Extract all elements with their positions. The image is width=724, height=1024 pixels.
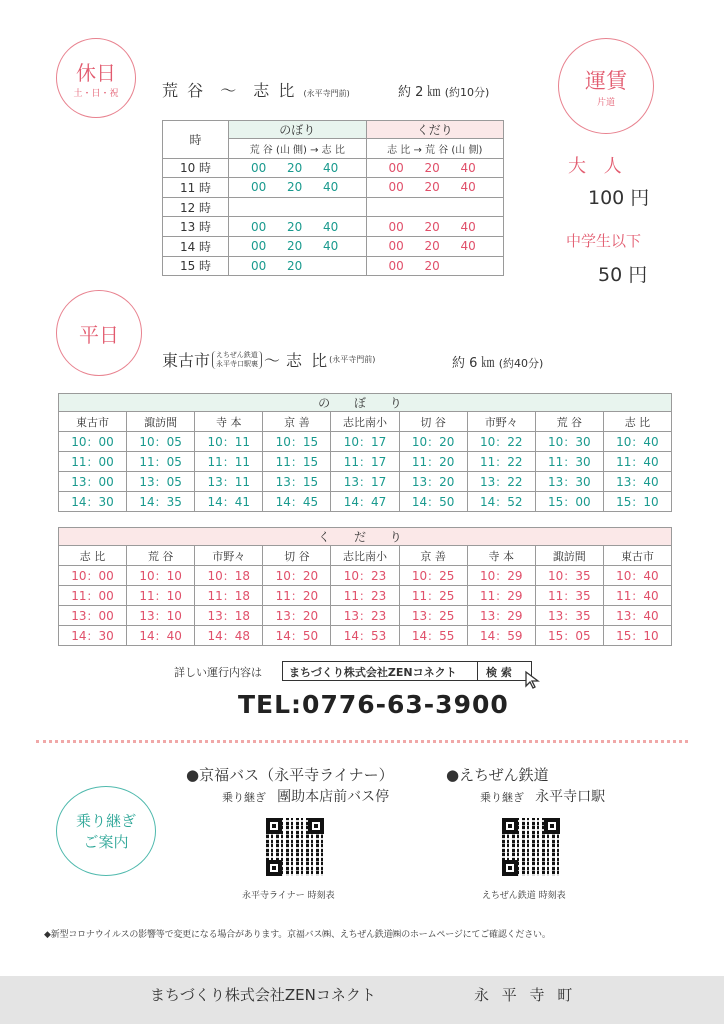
time-cell: 13：10 xyxy=(127,606,195,626)
time-row xyxy=(59,492,672,512)
route-note2: 永平寺口駅裏 xyxy=(216,359,259,368)
time-cell: 13：11 xyxy=(195,472,263,492)
bus-title: ●京福バス（永平寺ライナー） xyxy=(186,766,394,784)
up-minute: 20 xyxy=(287,219,303,234)
search-box[interactable] xyxy=(282,661,532,681)
time-cell: 15：10 xyxy=(603,492,671,512)
time-cell: 14：41 xyxy=(195,492,263,512)
time-value: (約10分) xyxy=(444,86,490,99)
up-minute: 20 xyxy=(287,258,303,273)
down-table-title: く だ り xyxy=(59,528,672,546)
rail-transfer xyxy=(480,786,605,806)
time-cell: 15：05 xyxy=(535,626,603,646)
time-cell: 11：15 xyxy=(263,452,331,472)
time-cell: 10：00 xyxy=(59,432,127,452)
time-cell: 10：20 xyxy=(399,432,467,452)
time-cell: 11：18 xyxy=(195,586,263,606)
weekday-title: 平日 xyxy=(79,322,119,347)
up-times xyxy=(229,256,367,276)
hour-cell: 12 時 xyxy=(163,197,229,217)
time-cell: 14：59 xyxy=(467,626,535,646)
time-row xyxy=(59,472,672,492)
down-minute: 00 xyxy=(388,180,404,195)
stop-header: 荒 谷 xyxy=(535,412,603,432)
bus-label: 乗り継ぎ xyxy=(222,791,266,804)
time-cell: 10：40 xyxy=(603,566,671,586)
time-cell: 14：30 xyxy=(59,626,127,646)
stop-header: 荒 谷 xyxy=(127,546,195,566)
stop-header: 諏訪間 xyxy=(535,546,603,566)
fare-title: 運賃 xyxy=(585,68,627,93)
route-to: 志 比 xyxy=(253,81,297,100)
time-cell: 14：40 xyxy=(127,626,195,646)
up-minute: 20 xyxy=(287,239,303,254)
time-cell: 10：25 xyxy=(399,566,467,586)
stop-header: 切 谷 xyxy=(263,546,331,566)
down-minute: 20 xyxy=(424,180,440,195)
weekday-distance xyxy=(452,352,543,371)
down-minute: 20 xyxy=(424,219,440,234)
fare-sub: 片道 xyxy=(596,97,615,108)
up-minute: 40 xyxy=(323,219,339,234)
time-cell: 11：40 xyxy=(603,452,671,472)
down-timetable xyxy=(58,527,672,646)
time-cell: 10：22 xyxy=(467,432,535,452)
route-tilde: 〜 xyxy=(264,351,283,370)
time-cell: 11：29 xyxy=(467,586,535,606)
hour-cell: 14 時 xyxy=(163,236,229,256)
time-cell: 10：11 xyxy=(195,432,263,452)
time-cell: 11：00 xyxy=(59,452,127,472)
stop-header: 市野々 xyxy=(195,546,263,566)
stop-header: 寺 本 xyxy=(195,412,263,432)
time-cell: 14：52 xyxy=(467,492,535,512)
time-cell: 10：00 xyxy=(59,566,127,586)
fare-badge xyxy=(558,38,654,134)
time-cell: 11：25 xyxy=(399,586,467,606)
up-minute: 00 xyxy=(251,258,267,273)
route-bracket xyxy=(212,351,262,369)
time-cell: 11：10 xyxy=(127,586,195,606)
time-cell: 13：20 xyxy=(399,472,467,492)
time-cell: 14：55 xyxy=(399,626,467,646)
down-minute: 00 xyxy=(388,239,404,254)
time-cell: 11：22 xyxy=(467,452,535,472)
time-cell: 13：29 xyxy=(467,606,535,626)
up-minute: 20 xyxy=(287,160,303,175)
bus-transfer xyxy=(222,786,389,806)
time-cell: 13：00 xyxy=(59,472,127,492)
time-cell: 13：30 xyxy=(535,472,603,492)
time-value: (約40分) xyxy=(498,357,544,370)
holiday-sub: 土・日・祝 xyxy=(73,89,119,99)
up-times xyxy=(229,217,367,237)
distance-value: 約 2 ㎞ xyxy=(398,85,441,100)
route-note1: えちぜん鉄道 xyxy=(216,350,258,359)
up-timetable xyxy=(58,393,672,512)
time-cell: 13：05 xyxy=(127,472,195,492)
weekday-badge xyxy=(56,290,142,376)
rail-label: 乗り継ぎ xyxy=(480,791,524,804)
time-row xyxy=(59,432,672,452)
time-cell: 13：35 xyxy=(535,606,603,626)
time-cell: 10：23 xyxy=(331,566,399,586)
stop-header: 寺 本 xyxy=(467,546,535,566)
time-cell: 14：53 xyxy=(331,626,399,646)
down-minute: 00 xyxy=(388,258,404,273)
fare-adult-price: 100 円 xyxy=(588,187,650,209)
up-route: 荒 谷 (山 側) → 志 比 xyxy=(229,139,367,159)
time-cell: 15：10 xyxy=(603,626,671,646)
bus-qr-code[interactable] xyxy=(266,818,324,876)
stop-header: 志 比 xyxy=(603,412,671,432)
down-minute: 00 xyxy=(388,219,404,234)
time-cell: 10：40 xyxy=(603,432,671,452)
hour-cell: 13 時 xyxy=(163,217,229,237)
time-cell: 10：20 xyxy=(263,566,331,586)
footer-company: まちづくり株式会社ZENコネクト xyxy=(150,986,376,1004)
holiday-badge xyxy=(56,38,136,118)
bus-caption: 永平寺ライナー 時刻表 xyxy=(242,891,335,901)
stop-header: 志比南小 xyxy=(331,546,399,566)
holiday-row xyxy=(163,217,504,237)
time-cell: 11：11 xyxy=(195,452,263,472)
rail-stop: 永平寺口駅 xyxy=(535,789,606,805)
down-minute: 00 xyxy=(388,160,404,175)
down-minute: 40 xyxy=(460,239,476,254)
down-minute: 20 xyxy=(424,239,440,254)
time-cell: 13：23 xyxy=(331,606,399,626)
route-from: 東古市 xyxy=(162,351,211,370)
time-cell: 13：25 xyxy=(399,606,467,626)
down-times xyxy=(366,217,504,237)
time-cell: 14：30 xyxy=(59,492,127,512)
time-cell: 10：35 xyxy=(535,566,603,586)
weekday-route xyxy=(162,348,375,371)
up-minute: 40 xyxy=(323,160,339,175)
route-note: (永平寺門前) xyxy=(329,355,376,364)
time-cell: 10：29 xyxy=(467,566,535,586)
up-minute: 00 xyxy=(251,219,267,234)
time-cell: 14：35 xyxy=(127,492,195,512)
holiday-row xyxy=(163,178,504,198)
down-minute: 20 xyxy=(424,160,440,175)
stop-header-row xyxy=(59,412,672,432)
down-header: くだり xyxy=(366,121,504,139)
time-cell: 10：18 xyxy=(195,566,263,586)
time-cell: 11：30 xyxy=(535,452,603,472)
stop-header: 志比南小 xyxy=(331,412,399,432)
holiday-row xyxy=(163,256,504,276)
time-row xyxy=(59,452,672,472)
divider xyxy=(36,740,688,743)
up-times xyxy=(229,236,367,256)
down-minute: 40 xyxy=(460,219,476,234)
time-cell: 14：50 xyxy=(399,492,467,512)
down-times xyxy=(366,158,504,178)
search-button[interactable]: 検 索 xyxy=(477,662,531,680)
stop-header: 京 善 xyxy=(399,546,467,566)
up-times xyxy=(229,178,367,198)
fare-child-price: 50 円 xyxy=(598,264,648,286)
down-times xyxy=(366,197,504,217)
notice: ◆新型コロナウイルスの影響等で変更になる場合があります。京福バス㈱、えちぜん鉄道㈱のホームページにてご確認ください。 xyxy=(44,930,551,940)
up-minute: 00 xyxy=(251,180,267,195)
hour-cell: 11 時 xyxy=(163,178,229,198)
time-cell: 11：35 xyxy=(535,586,603,606)
cursor-icon xyxy=(524,670,542,690)
telephone[interactable]: TEL:0776-63-3900 xyxy=(238,690,509,719)
time-cell: 10：10 xyxy=(127,566,195,586)
time-cell: 10：30 xyxy=(535,432,603,452)
time-cell: 14：50 xyxy=(263,626,331,646)
time-cell: 14：48 xyxy=(195,626,263,646)
stop-header: 東古市 xyxy=(603,546,671,566)
stop-header-row xyxy=(59,546,672,566)
up-minute: 20 xyxy=(287,180,303,195)
holiday-title: 休日 xyxy=(76,61,116,85)
time-cell: 10：05 xyxy=(127,432,195,452)
route-from: 荒 谷 xyxy=(162,81,206,100)
time-cell: 13：17 xyxy=(331,472,399,492)
down-minute: 20 xyxy=(424,258,440,273)
up-minute: 40 xyxy=(323,180,339,195)
transfer-title2: ご案内 xyxy=(83,833,129,851)
stop-header: 東古市 xyxy=(59,412,127,432)
route-note: (永平寺門前) xyxy=(303,89,350,98)
footer-town: 永 平 寺 町 xyxy=(474,986,577,1004)
up-table-title: の ぼ り xyxy=(59,394,672,412)
time-row xyxy=(59,586,672,606)
hour-cell: 15 時 xyxy=(163,256,229,276)
time-row xyxy=(59,626,672,646)
down-times xyxy=(366,178,504,198)
rail-qr-code[interactable] xyxy=(502,818,560,876)
route-to: 志 比 xyxy=(286,351,330,370)
time-cell: 13：18 xyxy=(195,606,263,626)
time-header: 時 xyxy=(163,121,229,159)
up-header: のぼり xyxy=(229,121,367,139)
up-times xyxy=(229,158,367,178)
holiday-row xyxy=(163,197,504,217)
holiday-row xyxy=(163,236,504,256)
search-lead: 詳しい運行内容は xyxy=(174,666,262,679)
transfer-badge xyxy=(56,786,156,876)
holiday-timetable xyxy=(162,120,504,276)
time-cell: 11：20 xyxy=(399,452,467,472)
up-times xyxy=(229,197,367,217)
stop-header: 切 谷 xyxy=(399,412,467,432)
stop-header: 志 比 xyxy=(59,546,127,566)
up-minute: 00 xyxy=(251,160,267,175)
distance-value: 約 6 ㎞ xyxy=(452,356,495,371)
transfer-title1: 乗り継ぎ xyxy=(75,812,136,830)
rail-caption: えちぜん鉄道 時刻表 xyxy=(482,891,566,901)
rail-title: ●えちぜん鉄道 xyxy=(446,766,549,784)
time-row xyxy=(59,566,672,586)
hour-cell: 10 時 xyxy=(163,158,229,178)
route-tilde: 〜 xyxy=(220,81,239,100)
up-minute: 00 xyxy=(251,239,267,254)
time-cell: 13：20 xyxy=(263,606,331,626)
time-cell: 10：17 xyxy=(331,432,399,452)
time-cell: 14：47 xyxy=(331,492,399,512)
stop-header: 市野々 xyxy=(467,412,535,432)
time-cell: 13：40 xyxy=(603,606,671,626)
time-cell: 11：23 xyxy=(331,586,399,606)
search-query[interactable]: まちづくり株式会社ZENコネクト xyxy=(289,666,457,679)
time-cell: 14：45 xyxy=(263,492,331,512)
time-cell: 11：05 xyxy=(127,452,195,472)
holiday-row xyxy=(163,158,504,178)
time-cell: 15：00 xyxy=(535,492,603,512)
time-row xyxy=(59,606,672,626)
time-cell: 13：40 xyxy=(603,472,671,492)
down-times xyxy=(366,236,504,256)
time-cell: 11：40 xyxy=(603,586,671,606)
time-cell: 13：22 xyxy=(467,472,535,492)
down-minute: 40 xyxy=(460,180,476,195)
time-cell: 13：00 xyxy=(59,606,127,626)
time-cell: 11：00 xyxy=(59,586,127,606)
stop-header: 京 善 xyxy=(263,412,331,432)
time-cell: 11：17 xyxy=(331,452,399,472)
up-minute: 40 xyxy=(323,239,339,254)
time-cell: 11：20 xyxy=(263,586,331,606)
down-route: 志 比 → 荒 谷 (山 側) xyxy=(366,139,504,159)
down-minute: 40 xyxy=(460,160,476,175)
time-cell: 10：15 xyxy=(263,432,331,452)
fare-adult-label: 大 人 xyxy=(568,156,628,177)
fare-child-label: 中学生以下 xyxy=(566,232,642,250)
holiday-route xyxy=(162,78,350,101)
footer xyxy=(0,976,724,1024)
bus-stop: 團助本店前バス停 xyxy=(277,789,390,805)
holiday-distance xyxy=(398,81,489,100)
down-times xyxy=(366,256,504,276)
stop-header: 諏訪間 xyxy=(127,412,195,432)
time-cell: 13：15 xyxy=(263,472,331,492)
